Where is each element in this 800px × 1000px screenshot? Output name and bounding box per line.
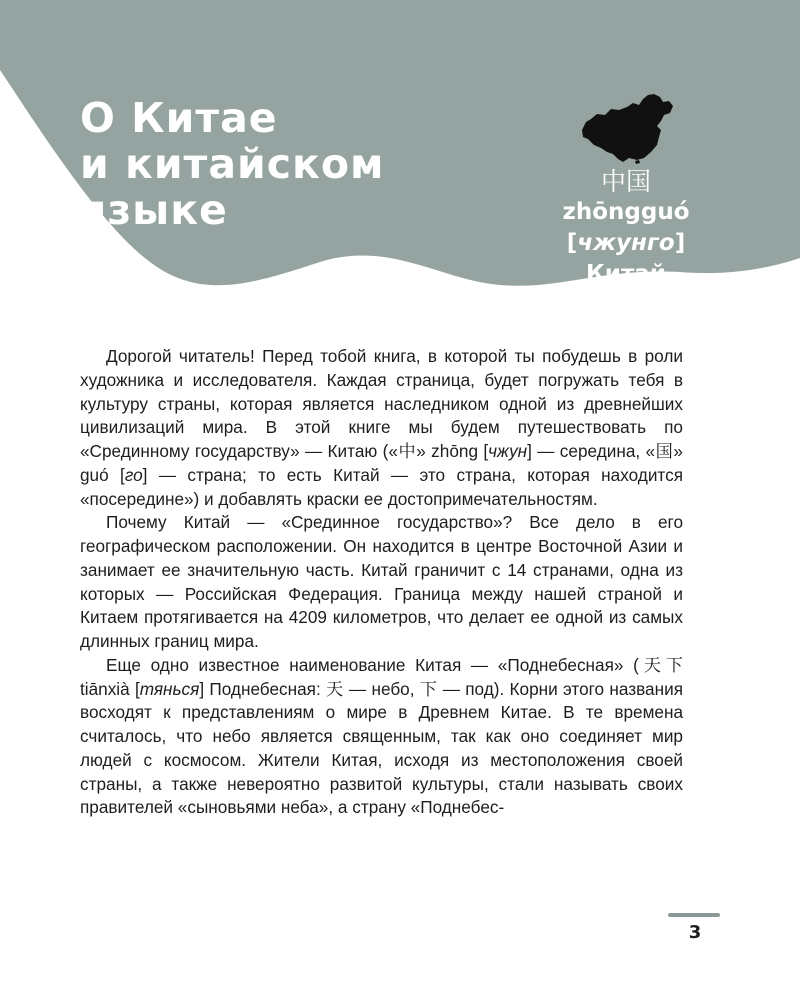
- page-number-bar: [668, 913, 720, 917]
- body-text: [80, 345, 683, 820]
- chapter-title-line-2: и китайском: [80, 140, 385, 188]
- paragraph-2: Почему Китай — «Срединное государство»? Все дело в его географическом расположении. Он находится в центре Восточной Азии и занимает ее значительную часть. Китай граничит с 14 странами, одна из которых — Российская Федерация. Граница между нашей страной и Китаем протягивается на 4209 километров, что делает ее одной из самых длинных границ мира.: [80, 512, 683, 651]
- chapter-title-line-3: языке: [80, 186, 228, 234]
- vocab-pinyin: zhōngguó: [562, 199, 690, 225]
- paragraph-1: Дорогой читатель! Перед тобой книга, в которой ты побудешь в роли художника и исследователя. Каждая страница, будет погружать тебя в культуру страны, которая является наследником одной из древнейших цивилизаций мира. В этой книге мы будем путешествовать по «Срединному государству» — Китаю («中» zhōng [чжун] — середина, «国» guó [го] — страна; то есть Китай — это страна, которая находится «посередине») и добавлять краски ее достопримечательностям.: [80, 346, 683, 509]
- paragraph-3: Еще одно известное наименование Китая — «Поднебесная» (天下 tiānxià [тянься] Поднебесная: 天 — небо, 下 — под). Корни этого названия восходят к представлениям о мире в Древнем Китае. В те времена считалось, что небо является священным, так как оно соединяет мир людей с космосом. Жители Китая, исходя из местоположения своей страны, а также невероятно развитой культуры, стали называть своих правителей «сыновьями неба», а страну «Поднебес-: [80, 654, 684, 818]
- chapter-title-line-1: О Китае: [80, 94, 278, 142]
- vocab-hanzi: 中国: [600, 167, 651, 196]
- vocab-translation: Китай: [586, 261, 666, 287]
- chapter-title: [80, 95, 385, 233]
- page-number: 3: [688, 922, 702, 943]
- vocab-transcription: [чжунго]: [566, 230, 686, 256]
- china-map-icon: [577, 92, 677, 164]
- vocabulary-box: [540, 166, 712, 290]
